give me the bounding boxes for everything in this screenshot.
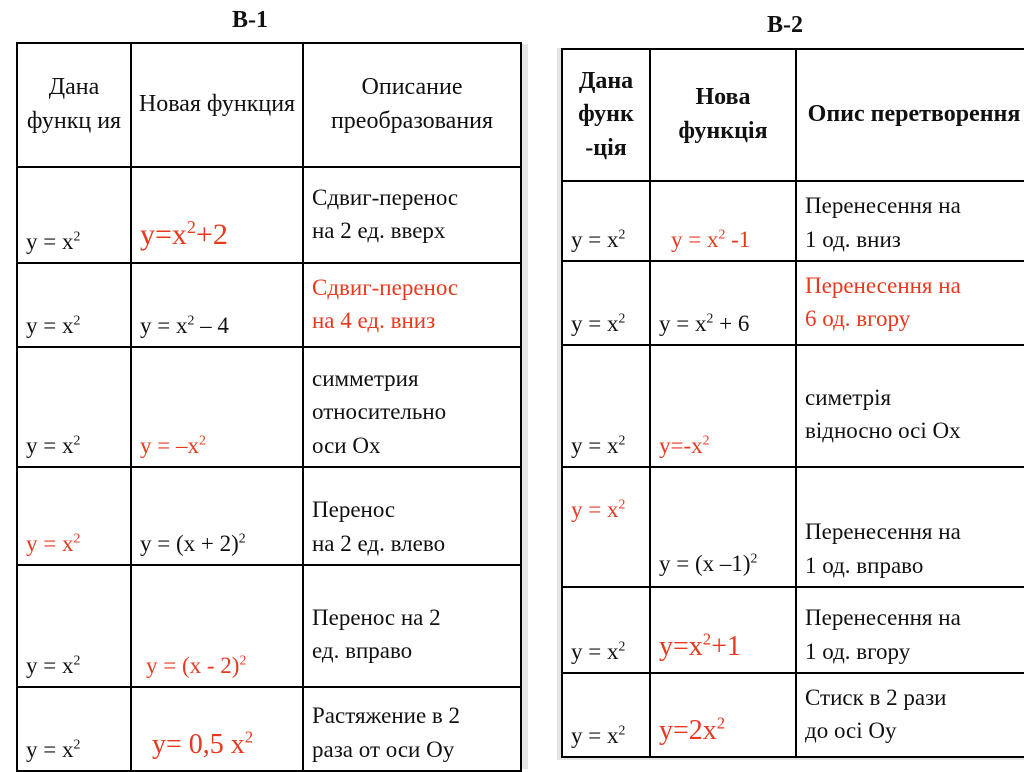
table-row <box>17 687 521 771</box>
given-function: $y = x^2$ <box>17 167 131 263</box>
given-function: $y = x^2$ <box>17 565 131 687</box>
table-row <box>562 261 1024 345</box>
table-row <box>17 467 521 565</box>
transformation-description: Перенесення на 1 од. вниз <box>796 181 1024 261</box>
transformation-description: Перенесення на 1 од. вправо <box>796 467 1024 587</box>
given-function: $y = x^2$ <box>562 181 650 261</box>
transformation-description: Сдвиг-перенос на 2 ед. вверх <box>303 167 521 263</box>
header-row <box>562 49 1024 181</box>
header-desc: Описание преобразования <box>303 43 521 167</box>
new-function: y = (x –1)$^2$ <box>650 467 796 587</box>
table-row <box>562 345 1024 467</box>
given-function: $y = x^2$ <box>17 687 131 771</box>
table-row <box>17 263 521 347</box>
header-given: Дана функц ия <box>17 43 131 167</box>
transformation-description: Перенесення на 1 од. вгору <box>796 587 1024 673</box>
table-1 <box>16 42 522 772</box>
new-function: $y=2x^2$ <box>650 673 796 757</box>
transformation-description: Сдвиг-перенос на 4 ед. вниз <box>303 263 521 347</box>
given-function: $y = x^2$ <box>562 673 650 757</box>
table-row <box>17 565 521 687</box>
transformation-description: Растяжение в 2 раза от оси Оу <box>303 687 521 771</box>
header-desc: Опис перетворення <box>796 49 1024 181</box>
table-1-title: В-1 <box>232 7 268 33</box>
given-function: $y = x^2$ <box>562 345 650 467</box>
transformation-description: Стиск в 2 рази до осі Оу <box>796 673 1024 757</box>
given-function: $y = x^2$ <box>562 261 650 345</box>
header-given: Дана функ -ція <box>562 49 650 181</box>
transformation-description: симетрія відносно осі Ох <box>796 345 1024 467</box>
table-row <box>17 347 521 467</box>
given-function: $y = x^2$ <box>17 263 131 347</box>
new-function: $y=x^2+2$ <box>131 167 303 263</box>
header-row <box>17 43 521 167</box>
new-function: $y = x^2 + 6$ <box>650 261 796 345</box>
table-row <box>562 673 1024 757</box>
transformation-description: Перенос на 2 ед. вправо <box>303 565 521 687</box>
header-new: Новая функция <box>131 43 303 167</box>
new-function: y= 0,5 $x^2$ <box>131 687 303 771</box>
given-function: $y = x^2$ <box>562 467 650 587</box>
transformation-description: Перенесення на 6 од. вгору <box>796 261 1024 345</box>
table-2 <box>561 48 1024 758</box>
new-function: $y=x^2+1$ <box>650 587 796 673</box>
new-function: y = (x - 2)$^2$ <box>131 565 303 687</box>
table-row <box>562 587 1024 673</box>
new-function: $y = (x + 2)^2$ <box>131 467 303 565</box>
transformation-description: симметрия относительно оси Ох <box>303 347 521 467</box>
given-function: $y = x^2$ <box>562 587 650 673</box>
given-function: $y = x^2$ <box>17 467 131 565</box>
table-row <box>562 467 1024 587</box>
new-function: $y=-x^2$ <box>650 345 796 467</box>
table-2-title: В-2 <box>767 12 803 38</box>
table-row <box>17 167 521 263</box>
given-function: $y = x^2$ <box>17 347 131 467</box>
new-function: $y = x^2$ -1 <box>650 181 796 261</box>
table-row <box>562 181 1024 261</box>
header-new: Нова функція <box>650 49 796 181</box>
transformation-description: Перенос на 2 ед. влево <box>303 467 521 565</box>
new-function: $y = -x^2$ <box>131 347 303 467</box>
new-function: $y = x^2 - 4$ <box>131 263 303 347</box>
